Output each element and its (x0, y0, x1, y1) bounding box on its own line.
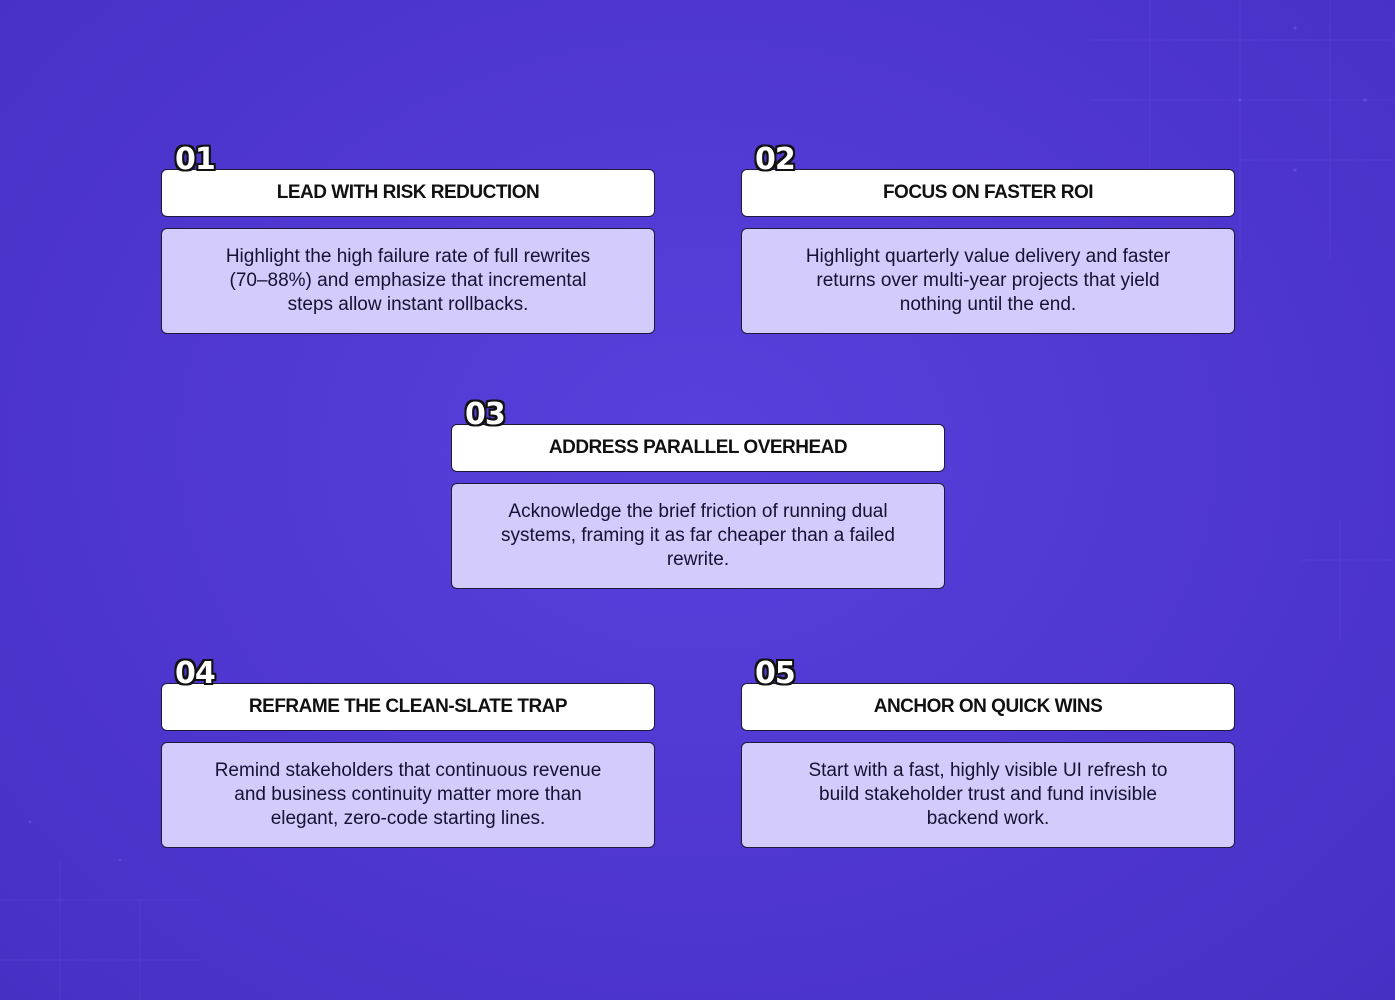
step-card-2 (741, 142, 1235, 334)
step-description: Remind stakeholders that continuous revenue and business continuity matter more than elegant, zero-code starting lines. (161, 742, 655, 848)
step-title: ANCHOR ON QUICK WINS (741, 683, 1235, 731)
step-card-5 (741, 656, 1235, 848)
step-title: REFRAME THE CLEAN-SLATE TRAP (161, 683, 655, 731)
step-number: 04 (175, 656, 215, 691)
step-number: 02 (755, 142, 795, 177)
step-description: Highlight quarterly value delivery and faster returns over multi-year projects that yield nothing until the end. (741, 228, 1235, 334)
step-description: Highlight the high failure rate of full rewrites (70–88%) and emphasize that incremental steps allow instant rollbacks. (161, 228, 655, 334)
step-title: FOCUS ON FASTER ROI (741, 169, 1235, 217)
step-card-4 (161, 656, 655, 848)
step-card-1 (161, 142, 655, 334)
step-number: 01 (175, 142, 215, 177)
step-title: ADDRESS PARALLEL OVERHEAD (451, 424, 945, 472)
step-title: LEAD WITH RISK REDUCTION (161, 169, 655, 217)
step-number: 05 (755, 656, 795, 691)
step-description: Acknowledge the brief friction of running dual systems, framing it as far cheaper than a failed rewrite. (451, 483, 945, 589)
step-description: Start with a fast, highly visible UI refresh to build stakeholder trust and fund invisible backend work. (741, 742, 1235, 848)
step-card-3 (451, 397, 945, 589)
step-number: 03 (465, 397, 505, 432)
